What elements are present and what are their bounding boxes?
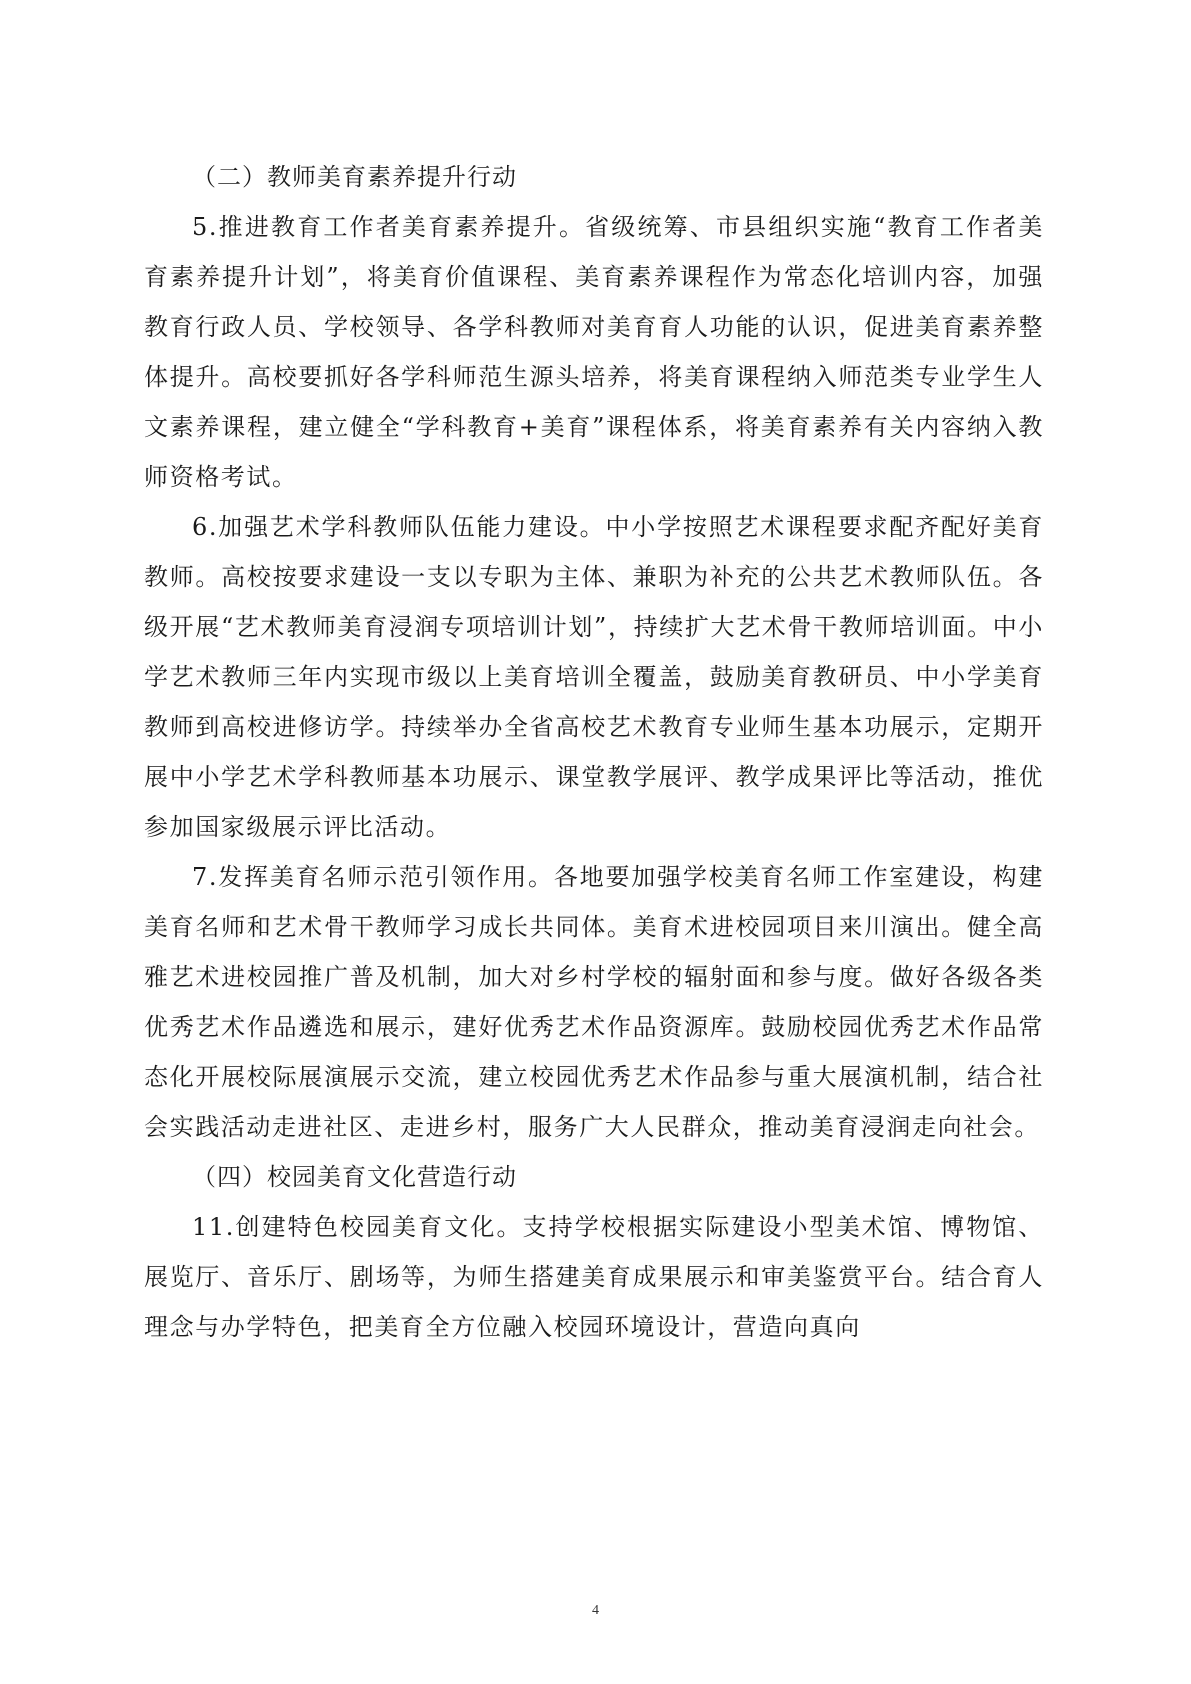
paragraph-11: 11.创建特色校园美育文化。支持学校根据实际建设小型美术馆、博物馆、展览厅、音乐厅、剧场等，为师生搭建美育成果展示和审美鉴赏平台。结合育人理念与办学特色，把美育全方位融入校园环境设计，营造向真向 [144,1213,1044,1341]
page-body [144,152,1044,1352]
paragraph-5: 5.推进教育工作者美育素养提升。省级统筹、市县组织实施“教育工作者美育素养提升计划”，将美育价值课程、美育素养课程作为常态化培训内容，加强教育行政人员、学校领导、各学科教师对美育育人功能的认识，促进美育素养整体提升。高校要抓好各学科师范生源头培养，将美育课程纳入师范类专业学生人文素养课程，建立健全“学科教育+美育”课程体系，将美育素养有关内容纳入教师资格考试。 [144,213,1044,491]
section-heading-2: （二）教师美育素养提升行动 [192,163,517,191]
paragraph-7: 7.发挥美育名师示范引领作用。各地要加强学校美育名师工作室建设，构建美育名师和艺术骨干教师学习成长共同体。美育术进校园项目来川演出。健全高雅艺术进校园推广普及机制，加大对乡村学校的辐射面和参与度。做好各级各类优秀艺术作品遴选和展示，建好优秀艺术作品资源库。鼓励校园优秀艺术作品常态化开展校际展演展示交流，建立校园优秀艺术作品参与重大展演机制，结合社会实践活动走进社区、走进乡村，服务广大人民群众，推动美育浸润走向社会。 [144,863,1044,1141]
section-heading-4: （四）校园美育文化营造行动 [192,1163,517,1191]
paragraph-6: 6.加强艺术学科教师队伍能力建设。中小学按照艺术课程要求配齐配好美育教师。高校按要求建设一支以专职为主体、兼职为补充的公共艺术教师队伍。各级开展“艺术教师美育浸润专项培训计划”，持续扩大艺术骨干教师培训面。中小学艺术教师三年内实现市级以上美育培训全覆盖，鼓励美育教研员、中小学美育教师到高校进修访学。持续举办全省高校艺术教育专业师生基本功展示，定期开展中小学艺术学科教师基本功展示、课堂教学展评、教学成果评比等活动，推优参加国家级展示评比活动。 [144,513,1044,841]
page-number: 4 [592,1603,599,1618]
